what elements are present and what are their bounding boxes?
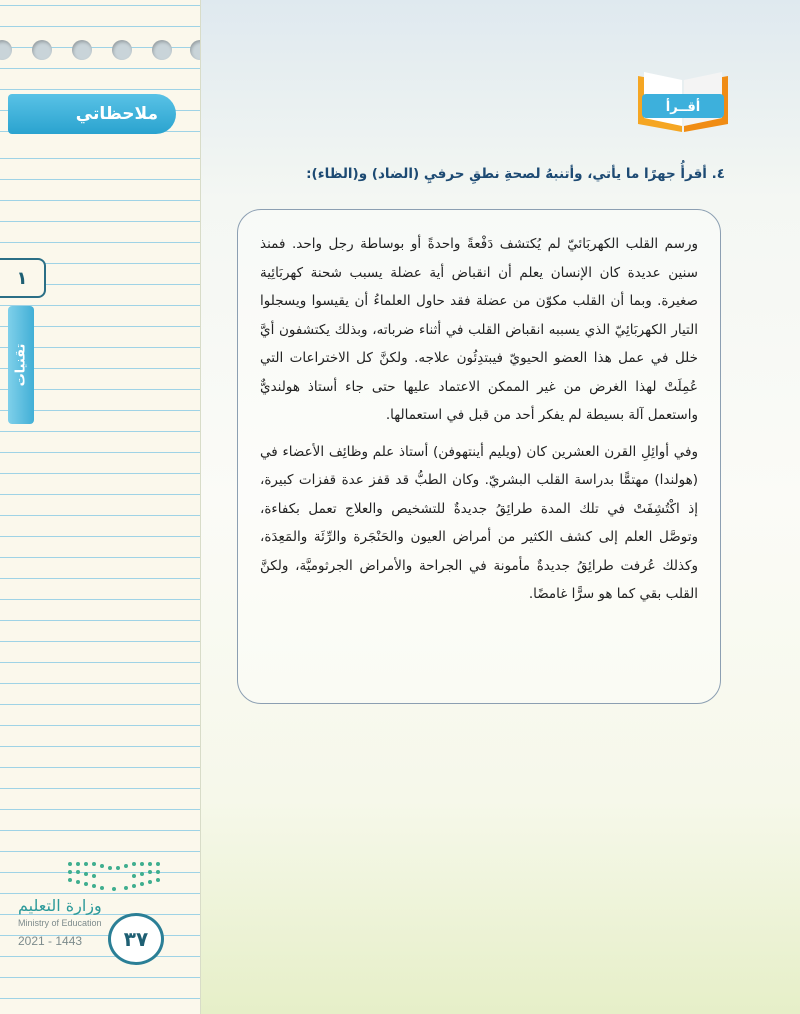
ministry-name-en: Ministry of Education <box>18 918 102 928</box>
unit-number: ١ <box>16 267 28 289</box>
notes-label: ملاحظاتي <box>75 104 158 124</box>
unit-label: تقنيات <box>13 343 29 387</box>
binder-hole <box>190 40 201 60</box>
notes-badge <box>8 94 176 134</box>
binder-hole <box>72 40 92 60</box>
exercise-instruction: ٤. أقرأُ جهرًا ما يأتي، وأتنبهُ لصحةِ نطقِ حرفيِ (الضاد) و(الظاء): <box>306 166 725 182</box>
page-number-text: ٣٧ <box>123 927 149 951</box>
binder-holes <box>0 40 200 64</box>
read-label: أقــرأ <box>665 100 701 115</box>
passage-paragraph: ورسم القلب الكهربَائيّ لم يُكتشف دَفْعةً واحدةً أو بوساطة رجل واحد. فمنذ سنين عديدة كان الإنسان يعلم أن انقباض أية عضلة يسبب شحنة كهربَائِية صغيرة. وبما أن القلب مكوّن من عضلة فقد حاول العلماءُ أن يقيسوا ويسجلوا التيار الكهربَائِيّ الذي يسببه انقباض القلب في أثناء ضرباته، وبذلك يكتشفون أيَّ خلل في عمل هذا العضو الحيويّ فيبتدِئُون علاجه. ولكنَّ كل الاختراعات التي عُمِلَتْ لهذا الغرض من غير الممكن الاعتماد عليها حتى جاء أستاذ هولنديٌّ واستعمل آلة بسيطة لم يفكر أحد من قبل في استعمالها. <box>260 236 698 423</box>
unit-number-box <box>0 258 46 298</box>
reading-passage-box <box>237 209 721 704</box>
open-book-read-icon <box>634 66 732 138</box>
unit-tab <box>8 306 34 424</box>
page-content <box>201 0 800 1014</box>
binder-hole <box>32 40 52 60</box>
binder-hole <box>112 40 132 60</box>
notes-sidebar <box>0 0 201 1014</box>
ministry-name: وزارة التعليم <box>18 896 102 915</box>
binder-hole <box>0 40 12 60</box>
binder-hole <box>152 40 172 60</box>
ministry-logo-icon <box>66 858 162 892</box>
edition-year: 2021 - 1443 <box>18 934 83 948</box>
passage-paragraph: وفي أوائِلِ القرن العشرين كان (ويليم أينتهوفن) أستاذ علم وظائِف الأعضاء في (هولندا) مهتمًّا بدراسة القلب البشريّ. وكان الطبُّ قد قفز عدة قفزات كبيرة، إذ اكْتُشِفَتْ في تلك المدة طرائِقُ جديدةٌ للتشخيص والعلاج تعمل بكفاءة، وتوصَّل العلم إلى كشف الكثير من أمراض العيون والحَنْجَرة والرِّئَة والمَعِدَة، وكذلك عُرفت طرائِقُ جديدةٌ مأمونة في الجراحة والأمراض الجرثوميَّة، ولكنَّ القلب بقي كما هو سرًّا غامضًا. <box>260 443 698 602</box>
page-number <box>108 913 164 965</box>
